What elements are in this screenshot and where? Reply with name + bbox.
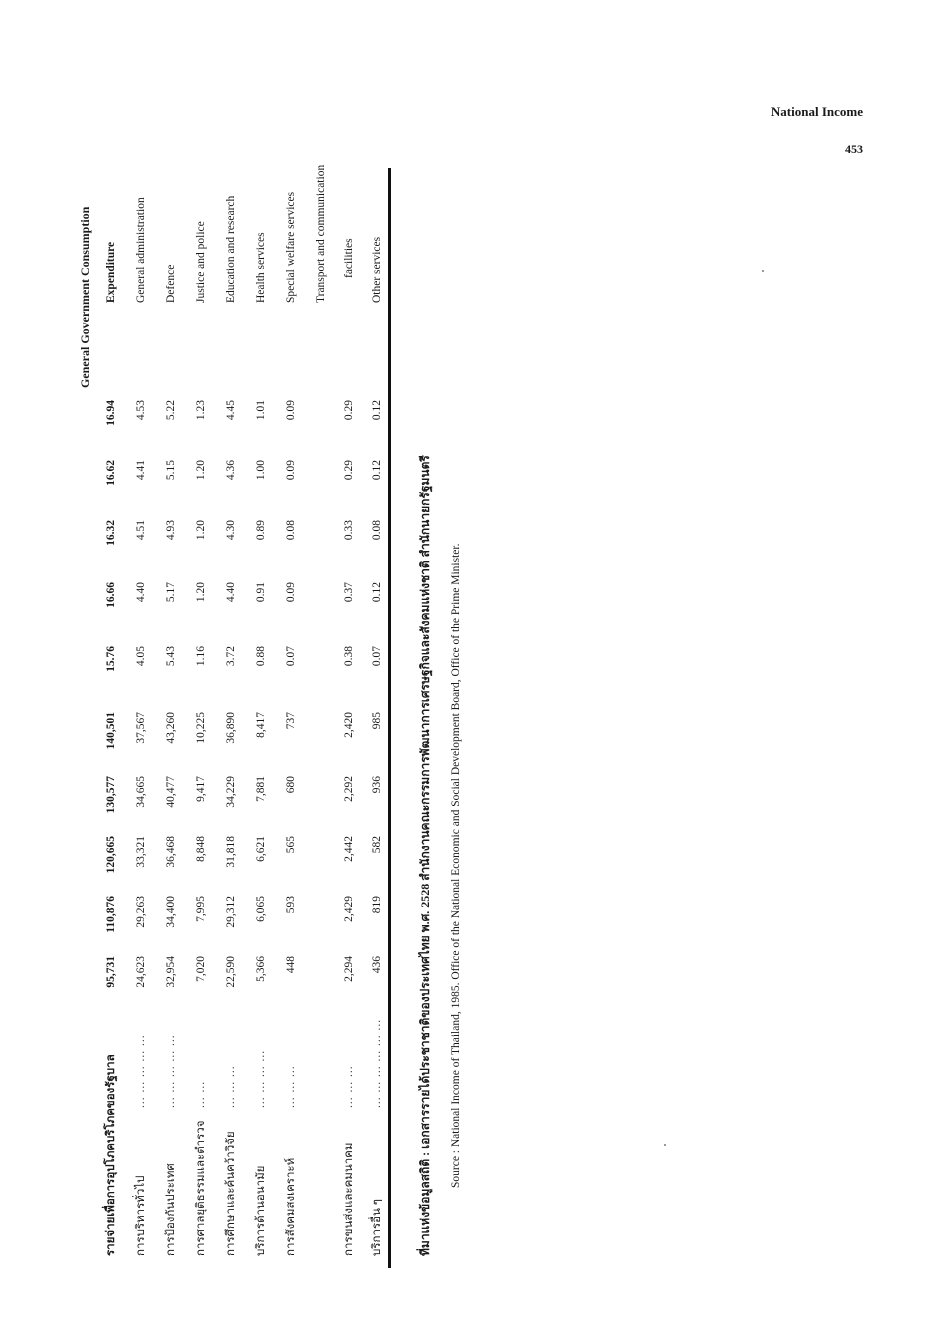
scan-speck (664, 1144, 666, 1146)
page-header (771, 104, 863, 157)
table-cell: 0.08 (371, 520, 383, 541)
table-cell: 0.09 (285, 460, 297, 481)
table-cell: 4.40 (135, 582, 147, 603)
row-leader-dots: ... ... ... ... ... (135, 1034, 147, 1108)
table-cell: 2,429 (343, 896, 355, 922)
row-thai-label: การบริหารทั่วไป (135, 1175, 147, 1256)
row-thai-label: การสังคมสงเคราะห์ (285, 1157, 297, 1256)
row-leader-dots: ... ... (195, 1080, 207, 1108)
scan-speck (762, 270, 764, 272)
table-cell: 5,366 (255, 956, 267, 982)
row-english-label: General administration (135, 197, 147, 303)
row-english-label: Other services (371, 236, 383, 303)
table-cell: 1.16 (195, 646, 207, 667)
row-english-label: Health services (255, 232, 267, 303)
english-source-note: Source : National Income of Thailand, 1985. Office of the National Economic and Social Development Board, Office of the Prime Minister. (450, 543, 462, 1188)
table-cell: 4.05 (135, 646, 147, 667)
table-cell: 16.62 (105, 460, 117, 486)
table-cell: 0.07 (285, 646, 297, 667)
table-cell: 0.91 (255, 582, 267, 603)
table-cell: 34,400 (165, 896, 177, 928)
table-cell: 4.40 (225, 582, 237, 603)
table-cell: 0.07 (371, 646, 383, 667)
row-leader-dots: ... ... ... ... ... ... (371, 1018, 383, 1108)
table-row (278, 168, 304, 1268)
row-leader-dots: ... ... ... (225, 1065, 237, 1108)
table-cell: 15.76 (105, 646, 117, 672)
table-cell: 34,229 (225, 776, 237, 808)
row-leader-dots: ... ... ... ... ... (165, 1034, 177, 1108)
rotated-table (78, 164, 478, 1268)
table-cell: 5.17 (165, 582, 177, 603)
table-row (336, 168, 362, 1268)
table-cell: 4.53 (135, 400, 147, 421)
table-cell: 16.32 (105, 520, 117, 546)
row-english-label: Transport and communication (315, 164, 327, 303)
table-cell: 5.22 (165, 400, 177, 421)
table-cell: 0.38 (343, 646, 355, 667)
table-cell: 819 (371, 896, 383, 914)
table-cell: 1.20 (195, 460, 207, 481)
row-thai-label: บริการอื่น ๆ (371, 1199, 383, 1256)
table-cell: 0.08 (285, 520, 297, 541)
table-row (308, 164, 334, 1268)
table-cell: 7,995 (195, 896, 207, 922)
table-cell: 737 (285, 712, 297, 730)
table-cell: 29,263 (135, 896, 147, 928)
table-row (158, 168, 184, 1268)
table-cell: 0.29 (343, 460, 355, 481)
table-cell: 95,731 (105, 956, 117, 988)
table-cell: 110,876 (105, 896, 117, 933)
table-cell: 130,577 (105, 776, 117, 814)
table-cell: 36,468 (165, 836, 177, 868)
table-cell: 16.94 (105, 400, 117, 426)
table-cell: 34,665 (135, 776, 147, 808)
table-cell: 16.66 (105, 582, 117, 608)
row-english-label: Special welfare services (285, 191, 297, 303)
table-cell: 1.01 (255, 400, 267, 421)
row-english-label: Justice and police (195, 221, 207, 303)
table-cell: 0.12 (371, 460, 383, 481)
table-cell: 4.41 (135, 460, 147, 481)
table-cell: 2,442 (343, 836, 355, 862)
row-english-label: Expenditure (105, 241, 117, 303)
table-cell: 4.45 (225, 400, 237, 421)
table-cell: 448 (285, 956, 297, 974)
table-cell: 8,848 (195, 836, 207, 862)
table-cell: 7,020 (195, 956, 207, 982)
table-cell: 985 (371, 712, 383, 730)
table-cell: 40,477 (165, 776, 177, 808)
table-cell: 936 (371, 776, 383, 794)
row-thai-label: การขนส่งและคมนาคม (343, 1142, 355, 1256)
table-cell: 2,294 (343, 956, 355, 982)
row-thai-label: การศาลยุติธรรมและตำรวจ (195, 1120, 207, 1256)
thai-source-note: ที่มาแห่งข้อมูลสถิติ : เอกสารรายได้ประชาชาติของประเทศไทย พ.ศ. 2528 สำนักงานคณะกรรมการพัฒนาการเศรษฐกิจและสังคมแห่งชาติ สำนักนายกรัฐมนตรี (418, 455, 432, 1256)
table-cell: 6,621 (255, 836, 267, 862)
table-cell: 31,818 (225, 836, 237, 868)
table-cell: 37,567 (135, 712, 147, 744)
row-thai-label: การศึกษาและค้นคว้าวิจัย (225, 1131, 237, 1256)
table-cell: 29,312 (225, 896, 237, 928)
row-leader-dots: ... ... ... (343, 1065, 355, 1108)
row-thai-label: รายจ่ายเพื่อการอุปโภคบริโภคของรัฐบาล (105, 1054, 117, 1256)
page-number: 453 (845, 142, 863, 156)
table-cell: 36,890 (225, 712, 237, 744)
row-english-label: facilities (343, 238, 355, 278)
running-title: National Income (770, 104, 863, 119)
table-cell: 0.09 (285, 582, 297, 603)
row-thai-label: การป้องกันประเทศ (165, 1163, 177, 1256)
table-cell: 4.30 (225, 520, 237, 541)
table-cell: 24,623 (135, 956, 147, 988)
table-row (218, 168, 244, 1268)
table-row (188, 168, 214, 1268)
table-cell: 120,665 (105, 836, 117, 874)
table-cell: 5.43 (165, 646, 177, 667)
table-cell: 7,881 (255, 776, 267, 802)
row-leader-dots: ... ... ... ... (255, 1049, 267, 1108)
table-cell: 43,260 (165, 712, 177, 744)
table-cell: 32,954 (165, 956, 177, 988)
table-cell: 1.23 (195, 400, 207, 421)
table-cell: 5.15 (165, 460, 177, 481)
table-cell: 10,225 (195, 712, 207, 744)
table-row (128, 168, 154, 1268)
table-cell: 1.00 (255, 460, 267, 481)
table-cell: 0.88 (255, 646, 267, 667)
table-cell: 2,420 (343, 712, 355, 738)
table-cell: 140,501 (105, 712, 117, 750)
table-cell: 0.37 (343, 582, 355, 603)
table-cell: 4.93 (165, 520, 177, 541)
table-cell: 4.36 (225, 460, 237, 481)
table-cell: 593 (285, 896, 297, 914)
table-row (248, 168, 274, 1268)
table-row (98, 168, 124, 1268)
table-cell: 0.33 (343, 520, 355, 541)
table-row (364, 168, 390, 1268)
table-cell: 33,321 (135, 836, 147, 868)
table-cell: 565 (285, 836, 297, 854)
row-thai-label: บริการด้านอนามัย (255, 1165, 267, 1256)
table-cell: 22,590 (225, 956, 237, 988)
table-cell: 0.12 (371, 582, 383, 603)
table-cell: 1.20 (195, 582, 207, 603)
table-cell: 1.20 (195, 520, 207, 541)
table-rule (388, 168, 391, 1268)
table-cell: 436 (371, 956, 383, 974)
row-leader-dots: ... ... ... (285, 1065, 297, 1108)
table-cell: 8,417 (255, 712, 267, 738)
table-cell: 0.09 (285, 400, 297, 421)
table-cell: 582 (371, 836, 383, 854)
table-cell: 680 (285, 776, 297, 794)
table-cell: 0.29 (343, 400, 355, 421)
table-cell: 2,292 (343, 776, 355, 802)
table-cell: 6,065 (255, 896, 267, 922)
row-english-label: Defence (165, 264, 177, 303)
table-title: General Government Consumption (78, 206, 92, 388)
table-cell: 9,417 (195, 776, 207, 802)
table-cell: 0.89 (255, 520, 267, 541)
table-cell: 3.72 (225, 646, 237, 667)
table-cell: 4.51 (135, 520, 147, 541)
row-english-label: Education and research (225, 195, 237, 303)
table-cell: 0.12 (371, 400, 383, 421)
